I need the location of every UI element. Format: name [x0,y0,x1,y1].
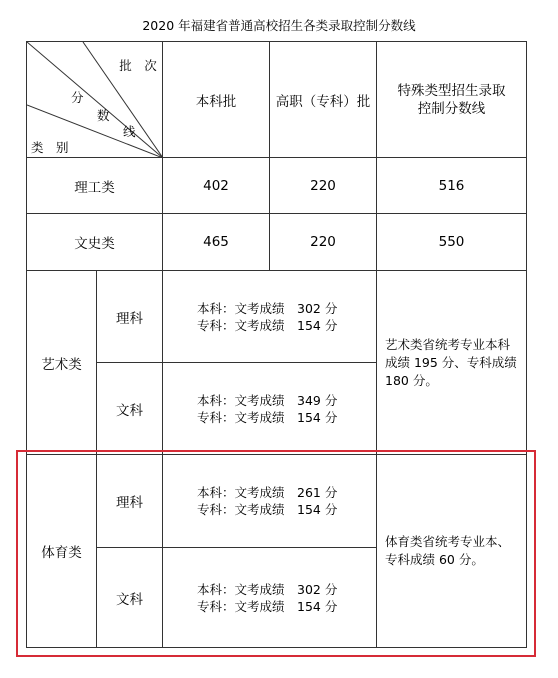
score-detail-cell [163,271,377,363]
score-detail-cell [163,548,377,648]
subject-cell: 理科 [97,271,163,363]
bachelor-line: 本科：文考成绩 302 分 [197,300,338,316]
score-detail-cell [163,455,377,548]
category-cell: 艺术类 [27,271,97,455]
bachelor-score: 402 [163,158,270,214]
bachelor-score: 465 [163,214,270,271]
vocational-score: 220 [270,214,377,271]
corner-label-category: 类 别 [31,140,69,155]
header-row [27,42,527,158]
special-score: 516 [377,158,527,214]
header-bachelor: 本科批 [163,42,270,158]
header-vocational: 高职（专科）批 [270,42,377,158]
corner-header-cell [27,42,163,158]
corner-label-xian: 线 [123,124,136,139]
subject-cell: 理科 [97,455,163,548]
corner-label-batch: 批 次 [119,58,157,73]
category-cell: 体育类 [27,455,97,648]
table-row [27,158,527,214]
note-cell: 体育类省统考专业本、专科成绩 60 分。 [377,455,527,648]
score-table [26,41,527,648]
bachelor-line: 本科：文考成绩 349 分 [197,392,338,408]
category-cell: 文史类 [27,214,163,271]
vocational-line: 专科：文考成绩 154 分 [197,598,338,614]
special-score: 550 [377,214,527,271]
table-row [27,214,527,271]
note-cell: 艺术类省统考专业本科成绩 195 分、专科成绩 180 分。 [377,271,527,455]
subject-cell: 文科 [97,548,163,648]
header-special: 特殊类型招生录取控制分数线 [377,42,527,158]
corner-label-shu: 数 [97,108,110,123]
category-cell: 理工类 [27,158,163,214]
page-title: 2020 年福建省普通高校招生各类录取控制分数线 [142,18,416,33]
vocational-line: 专科：文考成绩 154 分 [197,409,338,425]
vocational-line: 专科：文考成绩 154 分 [197,317,338,333]
vocational-score: 220 [270,158,377,214]
table-row [27,271,527,363]
score-detail-cell [163,363,377,455]
subject-cell: 文科 [97,363,163,455]
bachelor-line: 本科：文考成绩 302 分 [197,581,338,597]
table-row [27,455,527,548]
bachelor-line: 本科：文考成绩 261 分 [197,485,338,500]
corner-label-fen: 分 [71,90,84,105]
vocational-line: 专科：文考成绩 154 分 [197,502,338,517]
